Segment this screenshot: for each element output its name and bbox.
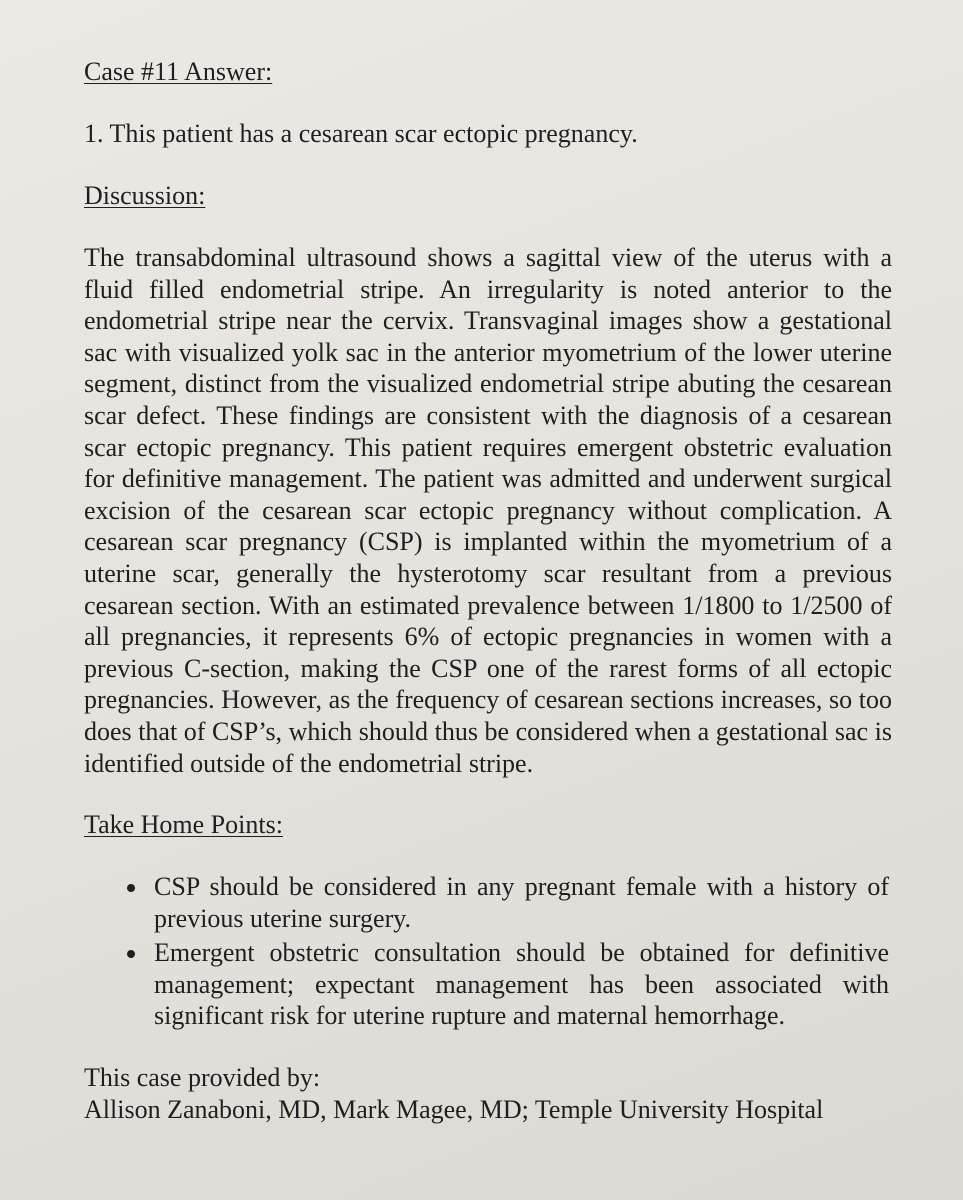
take-home-point-text: Emergent obstetric consultation should be obtained for definitive management; expectant management has been associated with significant risk for uterine rupture and maternal hemorrhage. — [154, 938, 889, 1031]
discussion-heading: Discussion: — [84, 181, 206, 210]
answer-text: 1. This patient has a cesarean scar ectopic pregnancy. — [84, 119, 638, 148]
credit-names: Allison Zanaboni, MD, Mark Magee, MD; Temple University Hospital — [84, 1095, 824, 1125]
discussion-paragraph: The transabdominal ultrasound shows a sagittal view of the uterus with a fluid filled endometrial stripe. An irregularity is noted anterior to the endometrial stripe near the cervix. Transvaginal images show a gestational sac with visualized yolk sac in the anterior myometrium of the lower uterine segment, distinct from the visualized endometrial stripe abuting the cesarean scar defect. These findings are consistent with the diagnosis of a cesarean scar ectopic pregnancy. This patient requires emergent obstetric evaluation for definitive management. The patient was admitted and underwent surgical excision of the cesarean scar ectopic pregnancy without complication. A cesarean scar pregnancy (CSP) is implanted within the myometrium of a uterine scar, generally the hysterotomy scar resultant from a previous cesarean section. With an estimated prevalence between 1/1800 to 1/2500 of all pregnancies, it represents 6% of ectopic pregnancies in women with a previous C-section, making the CSP one of the rarest forms of all ectopic pregnancies. However, as the frequency of cesarean sections increases, so too does that of CSP’s, which should thus be considered when a gestational sac is identified outside of the endometrial stripe. — [84, 243, 892, 778]
case-answer-heading: Case #11 Answer: — [84, 57, 273, 86]
document-page — [84, 56, 894, 1176]
credit-label: This case provided by: — [84, 1063, 321, 1093]
credit-block — [84, 1062, 894, 1126]
take-home-list — [84, 871, 894, 1032]
take-home-point — [84, 871, 889, 934]
take-home-point-text: CSP should be considered in any pregnant female with a history of previous uterine surgery. — [154, 872, 889, 933]
take-home-heading: Take Home Points: — [84, 810, 283, 840]
bullet-icon — [127, 884, 135, 892]
take-home-point — [84, 937, 889, 1032]
bullet-icon — [127, 950, 135, 958]
